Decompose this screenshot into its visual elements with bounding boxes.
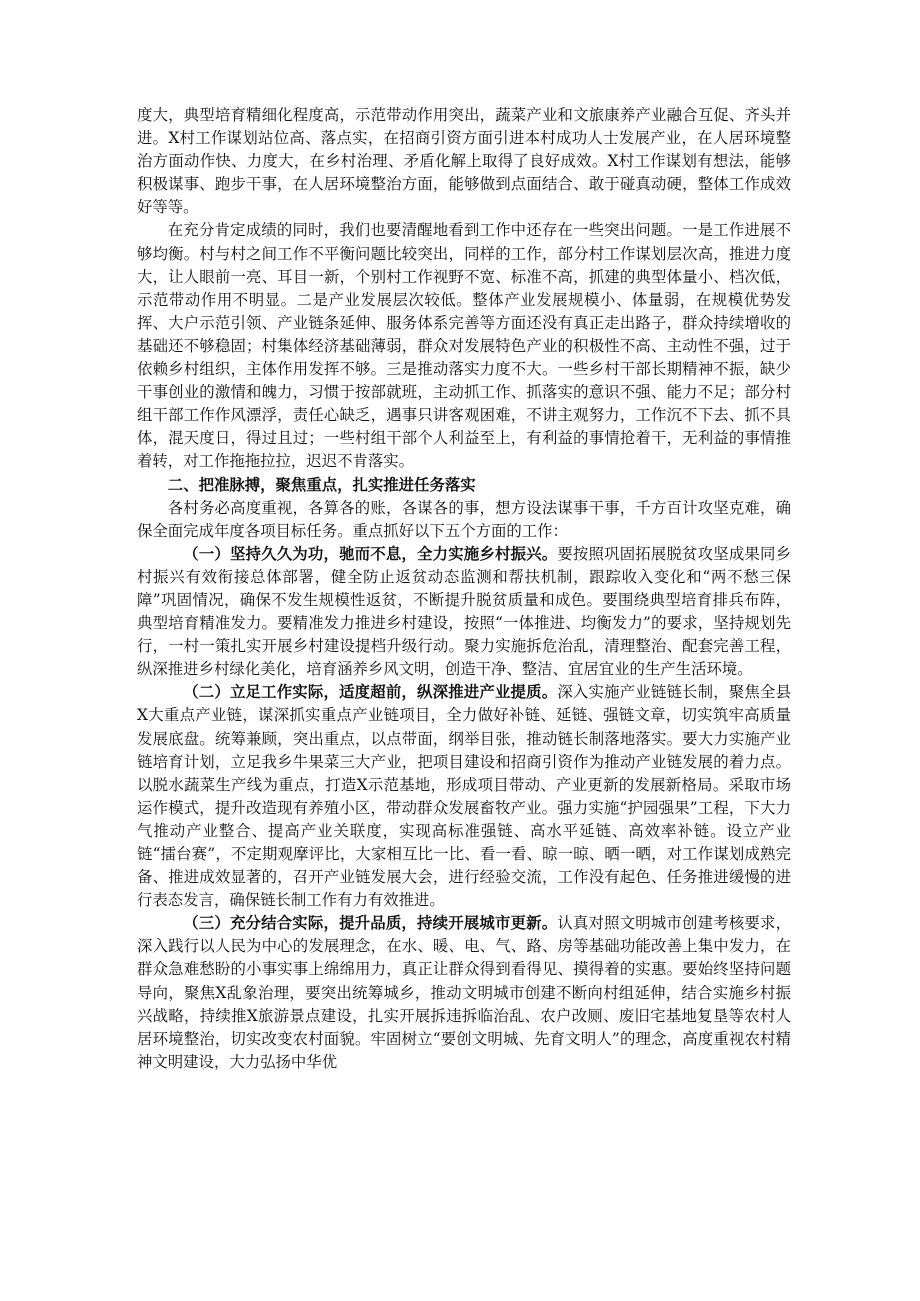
subsection-3 [137, 912, 791, 1074]
paragraph-problems: 在充分肯定成绩的同时，我们也要清醒地看到工作中还存在一些突出问题。一是工作进展不够均衡。村与村之间工作不平衡问题比较突出，同样的工作，部分村工作谋划层次高，推进力度大，让人眼前一亮、耳目一新，个别村工作视野不宽、标准不高，抓建的典型体量小、档次低，示范带动作用不明显。二是产业发展层次较低。整体产业发展规模小、体量弱，在规模优势发挥、大户示范引领、产业链条延伸、服务体系完善等方面还没有真正走出路子，群众持续增收的基础还不够稳固；村集体经济基础薄弱，群众对发展特色产业的积极性不高、主动性不强，过于依赖乡村组织，主体作用发挥不够。三是推动落实力度不大。一些乡村干部长期精神不振，缺少干事创业的激情和魄力，习惯于按部就班，主动抓工作、抓落实的意识不强、能力不足；部分村组干部工作作风漂浮，责任心缺乏，遇事只讲客观困难，不讲主观努力，工作沉不下去、抓不具体，混天度日，得过且过；一些村组干部个人利益至上，有利益的事情抢着干，无利益的事情推着转，对工作拖拖拉拉，迟迟不肯落实。 [137, 221, 791, 471]
paragraph-intro: 各村务必高度重视，各算各的账，各谋各的事，想方设法谋事干事，千方百计攻坚克难，确保全面完成年度各项目标任务。重点抓好以下五个方面的工作： [137, 498, 791, 540]
subsection-1 [137, 543, 791, 682]
subsection-3-title: （三）充分结合实际，提升品质，持续开展城市更新。 [183, 914, 558, 933]
subsection-1-title: （一）坚持久久为功，驰而不息，全力实施乡村振兴。 [183, 544, 558, 563]
subsection-1-body: 要按照巩固拓展脱贫攻坚成果同乡村振兴有效衔接总体部署，健全防止返贫动态监测和帮扶机制，跟踪收入变化和“两不愁三保障”巩固情况，确保不发生规模性返贫，不断提升脱贫质量和成色。要围绕典型培育排兵布阵，典型培育精准发力。要精准发力推进乡村建设，按照“一体推进、均衡发力”的要求，坚持规划先行，一村一策扎实开展乡村建设提档升级行动。聚力实施拆危治乱，清理整治、配套完善工程，纵深推进乡村绿化美化，培育涵养乡风文明，创造干净、整洁、宜居宜业的生产生活环境。 [137, 544, 791, 679]
subsection-3-body: 认真对照文明城市创建考核要求，深入践行以人民为中心的发展理念，在水、暖、电、气、路、房等基础功能改善上集中发力，在群众急难愁盼的小事实事上绵绵用力，真正让群众得到看得见、摸得着的实惠。要始终坚持问题导向，聚焦X乱象治理，要突出统筹城乡，推动文明城市创建不断向村组延伸，结合实施乡村振兴战略，持续推X旅游景点建设，扎实开展拆违拆临治乱、农户改厕、废旧宅基地复垦等农村人居环境整治，切实改变农村面貌。牢固树立“要创文明城、先育文明人”的理念，高度重视农村精神文明建设，大力弘扬中华优 [137, 914, 791, 1071]
subsection-2-body: 深入实施产业链链长制，聚焦全县X大重点产业链，谋深抓实重点产业链项目，全力做好补链、延链、强链文章，切实筑牢高质量发展底盘。统筹兼顾，突出重点，以点带面，纲举目张，推动链长制落地落实。要大力实施产业链培育计划，立足我乡牛果菜三大产业，把项目建设和招商引资作为推动产业链发展的着力点。以脱水蔬菜生产线为重点，打造X示范基地，形成项目带动、产业更新的发展新格局。采取市场运作模式，提升改造现有养殖小区，带动群众发展畜牧产业。强力实施“护园强果”工程，下大力气推动产业整合、提高产业关联度，实现高标准强链、高水平延链、高效率补链。设立产业链“擂台赛”，不定期观摩评比，大家相互比一比、看一看、晾一晾、晒一晒，对工作谋划成熟完备、推进成效显著的，召开产业链发展大会，进行经验交流，工作没有起色、任务推进缓慢的进行表态发言，确保链长制工作有力有效推进。 [137, 683, 791, 910]
subsection-2 [137, 681, 791, 912]
document-body [137, 104, 791, 1074]
subsection-2-title: （二）立足工作实际，适度超前，纵深推进产业提质。 [183, 683, 558, 702]
section-heading-2: 二、把准脉搏，聚焦重点，扎实推进任务落实 [167, 475, 476, 494]
paragraph-achievements: 度大，典型培育精细化程度高，示范带动作用突出，蔬菜产业和文旅康养产业融合互促、齐头并进。X村工作谋划站位高、落点实，在招商引资方面引进本村成功人士发展产业，在人居环境整治方面动作快、力度大，在乡村治理、矛盾化解上取得了良好成效。X村工作谋划有想法，能够积极谋事、跑步干事，在人居环境整治方面，能够做到点面结合、敢于碰真动硬，整体工作成效好等等。 [137, 106, 791, 217]
